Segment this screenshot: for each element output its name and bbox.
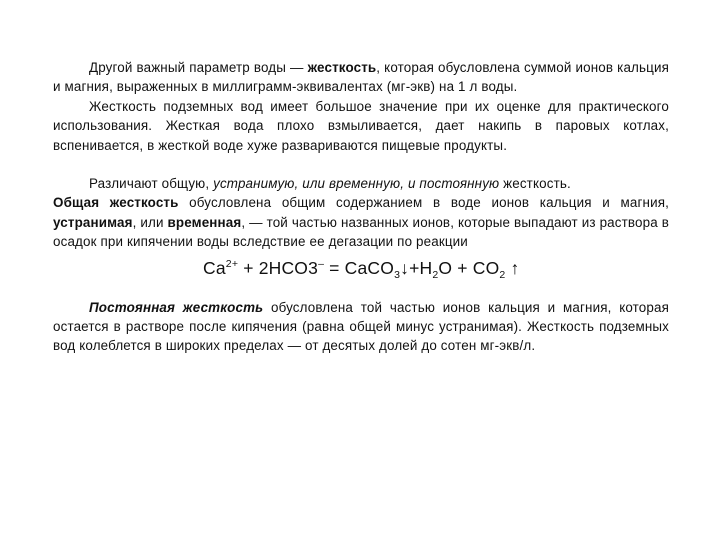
term-temporary: временная — [167, 214, 242, 230]
eq-part: = CaCO — [324, 257, 395, 278]
eq-part: Ca — [203, 257, 226, 278]
term-removable: устранимая — [53, 214, 133, 230]
eq-charge: 2+ — [225, 257, 239, 270]
term-permanent-hardness: Постоянная жесткость — [89, 299, 264, 315]
eq-part: O + CO — [438, 257, 500, 278]
text-span: Другой важный параметр воды — — [89, 60, 308, 75]
text-span: обусловлена общим содержанием в воде ионов кальция и магния, — [178, 195, 669, 211]
paragraph-hardness-definition — [53, 58, 669, 97]
text-span: , или — [132, 214, 168, 230]
paragraph-total-hardness — [53, 193, 669, 251]
eq-part: + 2HCO — [238, 257, 309, 278]
paragraph-hardness-types — [53, 174, 669, 193]
term-hardness-types: устранимую, или временную, и постоянную — [213, 176, 500, 192]
term-hardness: жесткость — [307, 60, 377, 75]
eq-subscript: 2 — [499, 268, 506, 281]
eq-subscript: 3 — [394, 268, 401, 281]
precipitate-arrow-icon: ↓ — [400, 257, 410, 278]
text-span: жесткость. — [499, 176, 571, 192]
eq-part: +H — [409, 257, 433, 278]
document-page — [53, 58, 669, 356]
text-span: , которая обусловлена суммой ионов кальция и магния, выраженных в миллиграмм-эквивалентах (мг-экв) на 1 л воды. — [53, 60, 669, 95]
eq-charge: – — [318, 257, 325, 270]
text-span: Различают общую, — [89, 176, 214, 192]
paragraph-hardness-importance — [53, 97, 669, 155]
eq-subscript: 3 — [308, 257, 319, 278]
text-span: обусловлена той частью ионов кальция и магния, которая остается в растворе после кипячения (равна общей минус устранимая). Жесткость подземных вод колеблется в широких пределах — от десятых долей до сотен мг-экв/л. — [53, 299, 669, 354]
chemical-equation — [203, 255, 669, 281]
text-span: , — той частью названных ионов, которые выпадают из раствора в осадок при кипячении воды вследствие ее дегазации по реакции — [53, 214, 669, 250]
eq-subscript: 2 — [432, 268, 439, 281]
gas-arrow-icon: ↑ — [505, 257, 520, 278]
text-span: Жесткость подземных вод имеет большое значение при их оценке для практического использования. Жесткая вода плохо взмыливается, дает накипь в паровых котлах, вспенивается, в жесткой воде хуже развариваются пищевые продукты. — [53, 98, 669, 153]
term-total-hardness: Общая жесткость — [53, 195, 179, 211]
paragraph-permanent-hardness — [53, 298, 669, 356]
